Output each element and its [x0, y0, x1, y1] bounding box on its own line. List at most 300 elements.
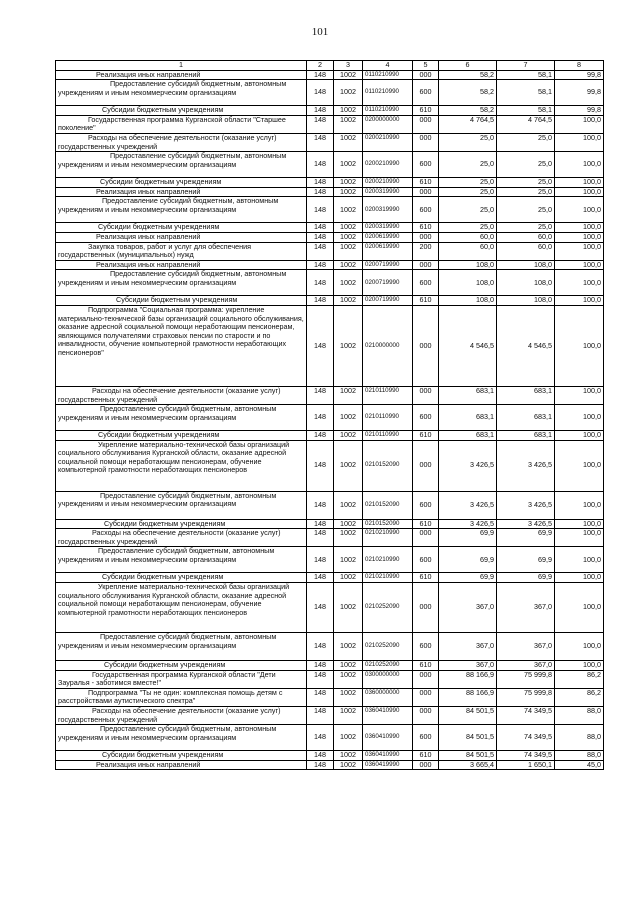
cell-c7: 60,0: [497, 242, 555, 260]
cell-c8: 99,8: [555, 80, 604, 106]
cell-c4: 0110210990: [363, 70, 413, 80]
header-cell-4: 4: [363, 61, 413, 71]
cell-c2: 148: [307, 70, 334, 80]
cell-c5: 600: [413, 547, 439, 573]
cell-c2: 148: [307, 725, 334, 751]
cell-c6: 25,0: [439, 133, 497, 151]
cell-c6: 25,0: [439, 187, 497, 197]
cell-c5: 000: [413, 133, 439, 151]
cell-c5: 000: [413, 670, 439, 688]
cell-c4: 0200000000: [363, 115, 413, 133]
cell-c5: 610: [413, 178, 439, 188]
table-row: [56, 187, 604, 197]
cell-c3: 1002: [334, 386, 363, 404]
cell-c6: 69,9: [439, 573, 497, 583]
cell-c7: 74 349,5: [497, 751, 555, 761]
row-name: Расходы на обеспечение деятельности (оказание услуг) государственных учреждений: [56, 386, 307, 404]
cell-c2: 148: [307, 106, 334, 116]
cell-c2: 148: [307, 760, 334, 770]
header-cell-1: 1: [56, 61, 307, 71]
row-name: Закупка товаров, работ и услуг для обеспечения государственных (муниципальных) нужд: [56, 242, 307, 260]
cell-c8: 100,0: [555, 386, 604, 404]
cell-c7: 683,1: [497, 431, 555, 441]
cell-c6: 88 166,9: [439, 688, 497, 706]
cell-c5: 000: [413, 688, 439, 706]
table-row: [56, 305, 604, 386]
cell-c3: 1002: [334, 707, 363, 725]
cell-c6: 108,0: [439, 296, 497, 306]
cell-c4: 0210152090: [363, 491, 413, 519]
row-name: Укрепление материально-технической базы организаций социального обслуживания Курганской области, оказание адресной социальной помощи неработающим пенсионерам, обучение компьютерной грамотности неработающих пенсионеров: [56, 440, 307, 491]
cell-c4: 0210000000: [363, 305, 413, 386]
cell-c6: 84 501,5: [439, 751, 497, 761]
table-row: [56, 547, 604, 573]
cell-c2: 148: [307, 431, 334, 441]
row-name: Субсидии бюджетным учреждениям: [56, 431, 307, 441]
cell-c8: 100,0: [555, 633, 604, 661]
cell-c8: 100,0: [555, 529, 604, 547]
cell-c4: 0110210990: [363, 106, 413, 116]
cell-c3: 1002: [334, 491, 363, 519]
row-name: Предоставление субсидий бюджетным, автономным учреждениям и иным некоммерческим организациям: [56, 491, 307, 519]
cell-c6: 683,1: [439, 386, 497, 404]
cell-c3: 1002: [334, 431, 363, 441]
header-cell-3: 3: [334, 61, 363, 71]
cell-c6: 69,9: [439, 547, 497, 573]
cell-c7: 58,1: [497, 70, 555, 80]
row-name: Субсидии бюджетным учреждениям: [56, 661, 307, 671]
table-row: [56, 296, 604, 306]
table-row: [56, 440, 604, 491]
cell-c4: 0300000000: [363, 670, 413, 688]
cell-c6: 58,2: [439, 70, 497, 80]
cell-c6: 3 426,5: [439, 440, 497, 491]
table-row: [56, 115, 604, 133]
row-name: Подпрограмма "Ты не один: комплексная помощь детям с расстройствами аутистического спектра": [56, 688, 307, 706]
cell-c5: 000: [413, 440, 439, 491]
cell-c5: 600: [413, 725, 439, 751]
cell-c3: 1002: [334, 688, 363, 706]
row-name: Субсидии бюджетным учреждениям: [56, 106, 307, 116]
budget-table: [55, 60, 604, 770]
cell-c2: 148: [307, 707, 334, 725]
cell-c4: 0210252090: [363, 633, 413, 661]
cell-c7: 25,0: [497, 197, 555, 223]
cell-c4: 0210110990: [363, 431, 413, 441]
cell-c8: 86,2: [555, 670, 604, 688]
cell-c8: 100,0: [555, 431, 604, 441]
row-name: Расходы на обеспечение деятельности (оказание услуг) государственных учреждений: [56, 707, 307, 725]
cell-c2: 148: [307, 152, 334, 178]
cell-c8: 88,0: [555, 751, 604, 761]
row-name: Реализация иных направлений: [56, 260, 307, 270]
cell-c3: 1002: [334, 70, 363, 80]
cell-c5: 000: [413, 583, 439, 633]
row-name: Предоставление субсидий бюджетным, автономным учреждениям и иным некоммерческим организациям: [56, 405, 307, 431]
table-row: [56, 573, 604, 583]
cell-c7: 1 650,1: [497, 760, 555, 770]
cell-c6: 367,0: [439, 661, 497, 671]
row-name: Государственная программа Курганской области "Старшее поколение": [56, 115, 307, 133]
cell-c5: 610: [413, 431, 439, 441]
table-row: [56, 688, 604, 706]
row-name: Субсидии бюджетным учреждениям: [56, 178, 307, 188]
cell-c6: 58,2: [439, 106, 497, 116]
cell-c2: 148: [307, 661, 334, 671]
cell-c2: 148: [307, 232, 334, 242]
cell-c7: 25,0: [497, 133, 555, 151]
table-row: [56, 133, 604, 151]
cell-c4: 0210252090: [363, 583, 413, 633]
table-row: [56, 670, 604, 688]
cell-c7: 69,9: [497, 547, 555, 573]
cell-c7: 683,1: [497, 405, 555, 431]
cell-c8: 100,0: [555, 223, 604, 233]
cell-c3: 1002: [334, 547, 363, 573]
row-name: Реализация иных направлений: [56, 187, 307, 197]
row-name: Предоставление субсидий бюджетным, автономным учреждениям и иным некоммерческим организациям: [56, 270, 307, 296]
cell-c2: 148: [307, 583, 334, 633]
cell-c4: 0200619990: [363, 232, 413, 242]
cell-c5: 000: [413, 760, 439, 770]
cell-c6: 60,0: [439, 232, 497, 242]
cell-c7: 4 764,5: [497, 115, 555, 133]
cell-c3: 1002: [334, 197, 363, 223]
cell-c4: 0210152090: [363, 440, 413, 491]
table-row: [56, 197, 604, 223]
cell-c5: 600: [413, 80, 439, 106]
cell-c7: 25,0: [497, 178, 555, 188]
cell-c4: 0110210990: [363, 80, 413, 106]
cell-c3: 1002: [334, 725, 363, 751]
cell-c8: 100,0: [555, 187, 604, 197]
cell-c3: 1002: [334, 751, 363, 761]
cell-c2: 148: [307, 491, 334, 519]
cell-c8: 86,2: [555, 688, 604, 706]
cell-c4: 0200719990: [363, 270, 413, 296]
row-name: Предоставление субсидий бюджетным, автономным учреждениям и иным некоммерческим организациям: [56, 725, 307, 751]
table-body: [56, 61, 604, 770]
cell-c7: 75 999,8: [497, 670, 555, 688]
table-row: [56, 70, 604, 80]
cell-c5: 600: [413, 633, 439, 661]
cell-c8: 99,8: [555, 106, 604, 116]
cell-c2: 148: [307, 670, 334, 688]
cell-c7: 58,1: [497, 106, 555, 116]
cell-c3: 1002: [334, 661, 363, 671]
cell-c6: 367,0: [439, 583, 497, 633]
cell-c6: 108,0: [439, 260, 497, 270]
cell-c7: 3 426,5: [497, 440, 555, 491]
table-row: [56, 152, 604, 178]
cell-c6: 25,0: [439, 223, 497, 233]
row-name: Укрепление материально-технической базы организаций социального обслуживания Курганской области, оказание адресной социальной помощи неработающим пенсионерам, обучение компьютерной грамотности неработающих пенсионеров: [56, 583, 307, 633]
row-name: Расходы на обеспечение деятельности (оказание услуг) государственных учреждений: [56, 529, 307, 547]
table-row: [56, 725, 604, 751]
cell-c3: 1002: [334, 519, 363, 529]
header-cell-2: 2: [307, 61, 334, 71]
cell-c5: 600: [413, 405, 439, 431]
cell-c2: 148: [307, 633, 334, 661]
cell-c8: 100,0: [555, 440, 604, 491]
cell-c3: 1002: [334, 232, 363, 242]
cell-c3: 1002: [334, 270, 363, 296]
cell-c4: 0210152090: [363, 519, 413, 529]
table-row: [56, 232, 604, 242]
cell-c5: 600: [413, 270, 439, 296]
cell-c8: 100,0: [555, 519, 604, 529]
cell-c5: 200: [413, 242, 439, 260]
cell-c7: 25,0: [497, 223, 555, 233]
cell-c3: 1002: [334, 760, 363, 770]
table-row: [56, 270, 604, 296]
row-name: Подпрограмма "Социальная программа: укрепление материально-технической базы организаций социального обслуживания, оказание адресной социальной помощи неработающим пенсионерам, являющимся получателями страховых пенсии по старости и по инвалидности, обучение компьютерной грамотности неработающих пенсионеров": [56, 305, 307, 386]
cell-c4: 0200210990: [363, 133, 413, 151]
cell-c7: 108,0: [497, 260, 555, 270]
cell-c3: 1002: [334, 405, 363, 431]
cell-c7: 4 546,5: [497, 305, 555, 386]
cell-c4: 0210210990: [363, 529, 413, 547]
table-row: [56, 405, 604, 431]
table-row: [56, 431, 604, 441]
table-row: [56, 491, 604, 519]
row-name: Предоставление субсидий бюджетным, автономным учреждениям и иным некоммерческим организациям: [56, 633, 307, 661]
cell-c3: 1002: [334, 440, 363, 491]
cell-c7: 25,0: [497, 152, 555, 178]
cell-c2: 148: [307, 305, 334, 386]
cell-c4: 0210210990: [363, 547, 413, 573]
cell-c6: 367,0: [439, 633, 497, 661]
cell-c2: 148: [307, 405, 334, 431]
header-cell-7: 7: [497, 61, 555, 71]
cell-c7: 367,0: [497, 661, 555, 671]
table-row: [56, 707, 604, 725]
table-row: [56, 178, 604, 188]
cell-c5: 610: [413, 223, 439, 233]
cell-c6: 3 426,5: [439, 491, 497, 519]
cell-c2: 148: [307, 260, 334, 270]
row-name: Реализация иных направлений: [56, 232, 307, 242]
row-name: Расходы на обеспечение деятельности (оказание услуг) государственных учреждений: [56, 133, 307, 151]
cell-c6: 683,1: [439, 431, 497, 441]
cell-c7: 60,0: [497, 232, 555, 242]
row-name: Субсидии бюджетным учреждениям: [56, 751, 307, 761]
cell-c3: 1002: [334, 178, 363, 188]
table-row: [56, 760, 604, 770]
cell-c6: 683,1: [439, 405, 497, 431]
cell-c8: 100,0: [555, 491, 604, 519]
cell-c2: 148: [307, 573, 334, 583]
cell-c2: 148: [307, 178, 334, 188]
cell-c6: 4 764,5: [439, 115, 497, 133]
cell-c8: 100,0: [555, 547, 604, 573]
row-name: Субсидии бюджетным учреждениям: [56, 519, 307, 529]
cell-c6: 69,9: [439, 529, 497, 547]
table-row: [56, 633, 604, 661]
cell-c6: 108,0: [439, 270, 497, 296]
cell-c3: 1002: [334, 670, 363, 688]
cell-c8: 100,0: [555, 232, 604, 242]
table-row: [56, 751, 604, 761]
cell-c8: 100,0: [555, 661, 604, 671]
cell-c5: 000: [413, 707, 439, 725]
cell-c2: 148: [307, 242, 334, 260]
cell-c8: 45,0: [555, 760, 604, 770]
cell-c6: 88 166,9: [439, 670, 497, 688]
cell-c2: 148: [307, 296, 334, 306]
header-cell-6: 6: [439, 61, 497, 71]
cell-c7: 108,0: [497, 296, 555, 306]
cell-c3: 1002: [334, 152, 363, 178]
cell-c7: 75 999,8: [497, 688, 555, 706]
cell-c8: 100,0: [555, 305, 604, 386]
row-name: Предоставление субсидий бюджетным, автономным учреждениям и иным некоммерческим организациям: [56, 547, 307, 573]
row-name: Реализация иных направлений: [56, 70, 307, 80]
table-row: [56, 260, 604, 270]
cell-c4: 0360410990: [363, 707, 413, 725]
table-row: [56, 242, 604, 260]
cell-c6: 84 501,5: [439, 725, 497, 751]
cell-c4: 0200719990: [363, 296, 413, 306]
cell-c2: 148: [307, 187, 334, 197]
cell-c5: 000: [413, 305, 439, 386]
cell-c4: 0210110990: [363, 405, 413, 431]
cell-c5: 600: [413, 197, 439, 223]
cell-c4: 0200319990: [363, 197, 413, 223]
row-name: Государственная программа Курганской области "Дети Зауралья - заботимся вместе!": [56, 670, 307, 688]
table-row: [56, 106, 604, 116]
cell-c3: 1002: [334, 529, 363, 547]
cell-c6: 3 426,5: [439, 519, 497, 529]
row-name: Предоставление субсидий бюджетным, автономным учреждениям и иным некоммерческим организациям: [56, 152, 307, 178]
cell-c3: 1002: [334, 115, 363, 133]
cell-c5: 600: [413, 491, 439, 519]
row-name: Субсидии бюджетным учреждениям: [56, 296, 307, 306]
cell-c8: 88,0: [555, 725, 604, 751]
cell-c4: 0200319990: [363, 187, 413, 197]
cell-c2: 148: [307, 386, 334, 404]
cell-c3: 1002: [334, 80, 363, 106]
cell-c8: 100,0: [555, 270, 604, 296]
cell-c7: 108,0: [497, 270, 555, 296]
cell-c3: 1002: [334, 187, 363, 197]
cell-c8: 100,0: [555, 583, 604, 633]
cell-c4: 0200619990: [363, 242, 413, 260]
row-name: Субсидии бюджетным учреждениям: [56, 223, 307, 233]
cell-c2: 148: [307, 223, 334, 233]
cell-c6: 3 665,4: [439, 760, 497, 770]
cell-c4: 0360419990: [363, 760, 413, 770]
table-row: [56, 223, 604, 233]
cell-c3: 1002: [334, 633, 363, 661]
cell-c5: 000: [413, 386, 439, 404]
cell-c5: 000: [413, 115, 439, 133]
cell-c6: 58,2: [439, 80, 497, 106]
row-name: Предоставление субсидий бюджетным, автономным учреждениям и иным некоммерческим организациям: [56, 80, 307, 106]
cell-c4: 0360000000: [363, 688, 413, 706]
cell-c7: 74 349,5: [497, 725, 555, 751]
cell-c8: 100,0: [555, 573, 604, 583]
cell-c3: 1002: [334, 296, 363, 306]
cell-c6: 4 546,5: [439, 305, 497, 386]
cell-c7: 3 426,5: [497, 519, 555, 529]
cell-c3: 1002: [334, 106, 363, 116]
cell-c8: 100,0: [555, 242, 604, 260]
cell-c5: 610: [413, 519, 439, 529]
cell-c6: 25,0: [439, 152, 497, 178]
cell-c2: 148: [307, 133, 334, 151]
cell-c8: 100,0: [555, 178, 604, 188]
cell-c8: 100,0: [555, 133, 604, 151]
cell-c4: 0200210990: [363, 178, 413, 188]
table-row: [56, 529, 604, 547]
table-row: [56, 661, 604, 671]
cell-c5: 610: [413, 661, 439, 671]
cell-c5: 610: [413, 751, 439, 761]
cell-c2: 148: [307, 197, 334, 223]
cell-c4: 0210210990: [363, 573, 413, 583]
cell-c2: 148: [307, 547, 334, 573]
cell-c2: 148: [307, 80, 334, 106]
cell-c3: 1002: [334, 223, 363, 233]
cell-c5: 000: [413, 260, 439, 270]
cell-c3: 1002: [334, 305, 363, 386]
cell-c8: 99,8: [555, 70, 604, 80]
cell-c2: 148: [307, 751, 334, 761]
header-cell-8: 8: [555, 61, 604, 71]
cell-c5: 000: [413, 70, 439, 80]
cell-c8: 100,0: [555, 152, 604, 178]
cell-c6: 84 501,5: [439, 707, 497, 725]
cell-c7: 25,0: [497, 187, 555, 197]
table-row: [56, 519, 604, 529]
cell-c2: 148: [307, 529, 334, 547]
cell-c7: 367,0: [497, 633, 555, 661]
cell-c2: 148: [307, 688, 334, 706]
cell-c6: 25,0: [439, 178, 497, 188]
cell-c3: 1002: [334, 260, 363, 270]
table-row: [56, 80, 604, 106]
cell-c4: 0210252090: [363, 661, 413, 671]
cell-c2: 148: [307, 519, 334, 529]
cell-c5: 600: [413, 152, 439, 178]
cell-c8: 100,0: [555, 260, 604, 270]
cell-c8: 100,0: [555, 197, 604, 223]
cell-c4: 0360410990: [363, 725, 413, 751]
cell-c4: 0200719990: [363, 260, 413, 270]
cell-c3: 1002: [334, 133, 363, 151]
table-row: [56, 386, 604, 404]
cell-c7: 3 426,5: [497, 491, 555, 519]
cell-c2: 148: [307, 270, 334, 296]
row-name: Реализация иных направлений: [56, 760, 307, 770]
cell-c5: 000: [413, 232, 439, 242]
cell-c5: 610: [413, 573, 439, 583]
cell-c7: 58,1: [497, 80, 555, 106]
cell-c8: 100,0: [555, 405, 604, 431]
cell-c4: 0360410990: [363, 751, 413, 761]
cell-c4: 0200210990: [363, 152, 413, 178]
row-name: Субсидии бюджетным учреждениям: [56, 573, 307, 583]
cell-c6: 25,0: [439, 197, 497, 223]
cell-c7: 69,9: [497, 573, 555, 583]
cell-c7: 74 349,5: [497, 707, 555, 725]
header-cell-5: 5: [413, 61, 439, 71]
cell-c5: 000: [413, 529, 439, 547]
cell-c7: 367,0: [497, 583, 555, 633]
cell-c4: 0200319990: [363, 223, 413, 233]
row-name: Предоставление субсидий бюджетным, автономным учреждениям и иным некоммерческим организациям: [56, 197, 307, 223]
